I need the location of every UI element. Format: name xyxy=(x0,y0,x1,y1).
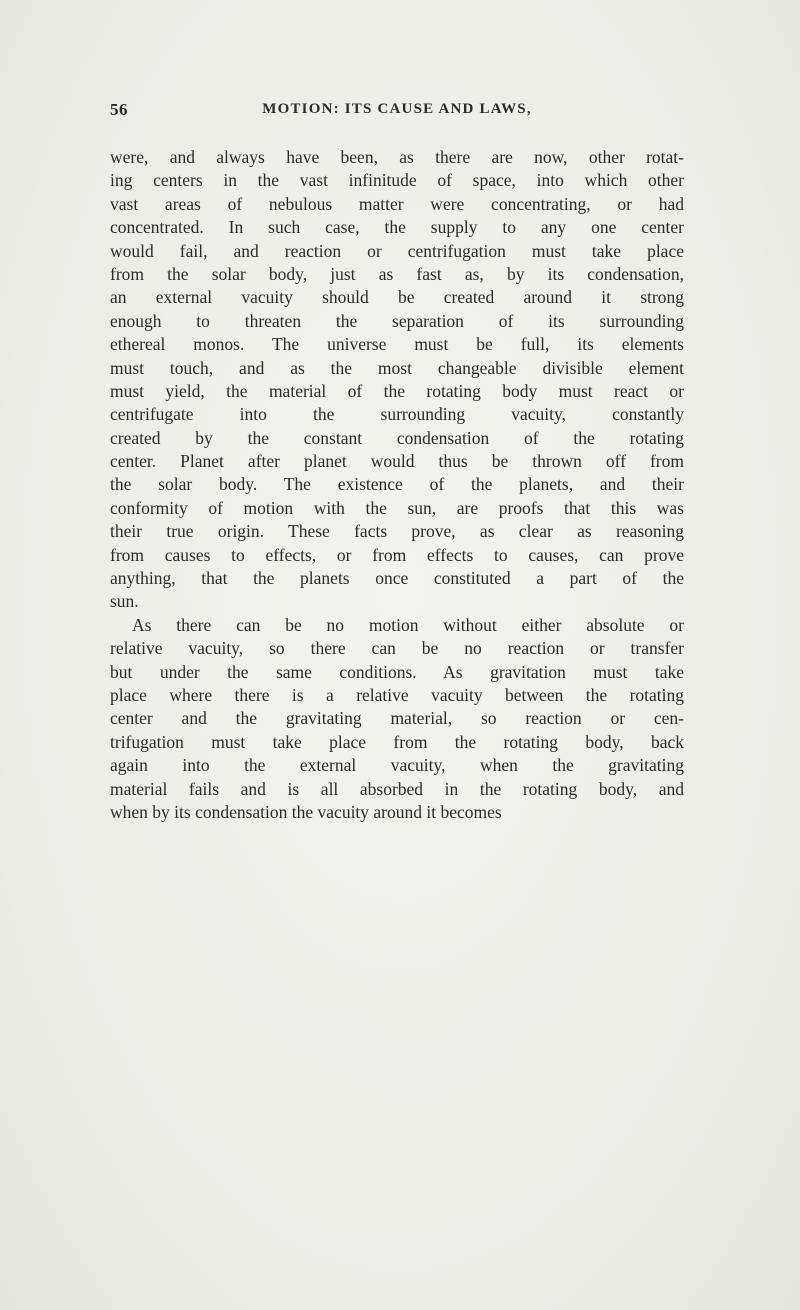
text-line: concentrated. In such case, the supply to any one center xyxy=(110,217,684,238)
text-line: conformity of motion with the sun, are proofs that this was xyxy=(110,497,684,518)
text-line: ethereal monos. The universe must be full, its elements xyxy=(110,334,684,355)
text-line: must touch, and as the most changeable divisible element xyxy=(110,357,684,378)
text-line: sun. xyxy=(110,591,139,612)
text-line: were, and always have been, as there are now, other rotat- xyxy=(110,147,684,167)
text-line: trifugation must take place from the rotating body, back xyxy=(110,731,684,752)
text-line: when by its condensation the vacuity around it becomes xyxy=(110,801,502,822)
text-line: center and the gravitating material, so reaction or cen- xyxy=(110,708,684,729)
text-line: centrifugate into the surrounding vacuity, constantly xyxy=(110,404,684,425)
text-line: relative vacuity, so there can be no reaction or transfer xyxy=(110,638,684,659)
text-line: place where there is a relative vacuity between the rotating xyxy=(110,684,684,705)
text-line: from causes to effects, or from effects to causes, can prove xyxy=(110,544,684,565)
text-line: would fail, and reaction or centrifugation must take place xyxy=(110,240,684,261)
text-line: vast areas of nebulous matter were concentrating, or had xyxy=(110,193,684,214)
text-line: As there can be no motion without either absolute or xyxy=(132,614,684,635)
paragraph-2 xyxy=(110,614,684,825)
text-line: from the solar body, just as fast as, by its condensation, xyxy=(110,263,684,284)
text-line: ing centers in the vast infinitude of space, into which other xyxy=(110,170,684,191)
text-line: but under the same conditions. As gravitation must take xyxy=(110,661,684,682)
text-line: material fails and is all absorbed in the rotating body, and xyxy=(110,778,684,799)
text-line: again into the external vacuity, when the gravitating xyxy=(110,755,684,776)
text-line: enough to threaten the separation of its surrounding xyxy=(110,310,684,331)
paragraph-1 xyxy=(110,146,684,614)
text-line: an external vacuity should be created around it strong xyxy=(110,287,684,308)
text-line: must yield, the material of the rotating body must react or xyxy=(110,380,684,401)
body-text xyxy=(110,146,684,824)
running-head xyxy=(110,100,684,126)
text-line: center. Planet after planet would thus be thrown off from xyxy=(110,451,684,472)
page-number: 56 xyxy=(110,100,128,119)
text-line: anything, that the planets once constituted a part of the xyxy=(110,568,684,589)
text-line: the solar body. The existence of the planets, and their xyxy=(110,474,684,495)
running-title: MOTION: ITS CAUSE AND LAWS, xyxy=(262,101,532,117)
text-line: their true origin. These facts prove, as clear as reasoning xyxy=(110,521,684,542)
text-line: created by the constant condensation of the rotating xyxy=(110,427,684,448)
